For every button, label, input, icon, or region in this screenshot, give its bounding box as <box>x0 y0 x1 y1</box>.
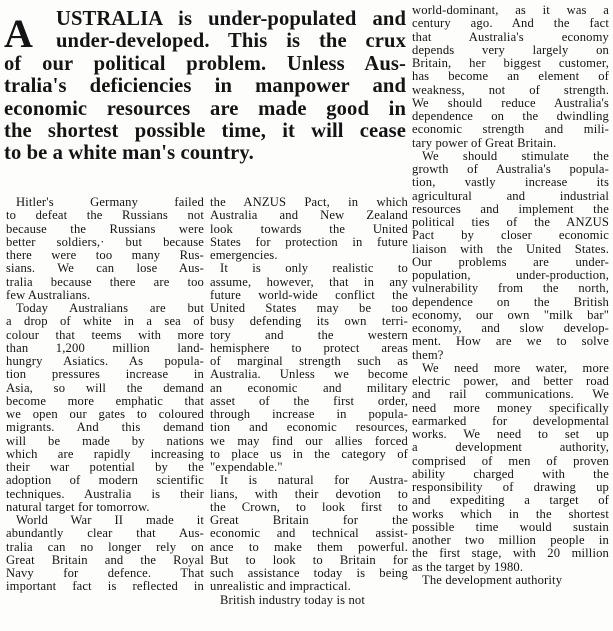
text-line: sians. We can lose Aus- <box>6 261 204 276</box>
text-line: ance to make them powerful. <box>210 539 408 554</box>
text-line: we may find our allies forced <box>210 433 408 448</box>
text-line: tralia because there are too <box>6 274 204 289</box>
column-right <box>412 4 609 587</box>
text-line: better soldiers,· but because <box>6 234 204 249</box>
text-line: It is natural for Austra- <box>220 473 408 488</box>
text-line: economy, our own "milk bar" <box>412 307 609 322</box>
text-line: Great Britain for the <box>210 513 408 527</box>
text-line: comprised of men of proven <box>412 453 609 468</box>
text-line: colour that teems with more <box>6 327 204 342</box>
text-line: than 1,200 million land- <box>6 340 204 355</box>
text-line: of marginal strength such as <box>210 354 408 368</box>
text-line: ability charged with the <box>412 466 609 481</box>
headline-line: USTRALIA is under-populated and <box>56 8 406 30</box>
text-line: We should reduce Australia's <box>412 95 609 110</box>
text-line: adoption of modern scientific <box>6 473 204 488</box>
text-line: a development authority, <box>412 440 609 455</box>
text-line: through increase in popula- <box>210 407 408 421</box>
text-line: Britain, her biggest customer, <box>412 56 609 70</box>
text-line: tralia can no longer rely on <box>6 539 204 554</box>
text-line: agricultural and industrial <box>412 188 609 203</box>
text-line: assume, however, that in any <box>210 274 408 289</box>
text-line: busy defending its own terri- <box>210 314 408 329</box>
text-line: We need more water, more <box>422 360 609 375</box>
text-line: growth of Australia's popula- <box>412 162 609 176</box>
text-line: lians, with their devotion to <box>210 486 408 501</box>
text-line: Hitler's Germany failed <box>16 195 204 209</box>
text-line: World War II made it <box>16 513 204 527</box>
text-line: hungry Asiatics. As popula- <box>6 354 204 368</box>
text-line: dependence on the dwindling <box>412 109 609 123</box>
text-line: look towards the United <box>210 221 408 236</box>
text-line: Our problems are under- <box>412 254 609 269</box>
text-line: economic and technical assist- <box>210 526 408 541</box>
text-line: to defeat the Russians not <box>6 208 204 223</box>
text-line: an economic and military <box>210 380 408 395</box>
text-line: British industry today is not <box>220 592 365 607</box>
text-line: depends very largely on <box>412 42 609 57</box>
headline-line: of our political problem. Unless Aus- <box>4 52 406 75</box>
text-line: economic strength and mili- <box>412 122 609 137</box>
text-line: tory and the western <box>210 327 408 342</box>
text-line: another two million people in <box>412 533 609 547</box>
text-line: The development authority <box>422 572 563 587</box>
text-line: the ANZUS Pact, in which <box>210 195 408 209</box>
text-line: emergencies. <box>210 248 278 262</box>
text-line: Great Britain and the Royal <box>6 552 204 567</box>
text-line: because the Russians were <box>6 221 204 236</box>
text-line: unrealistic and impractical. <box>210 579 351 594</box>
text-line: We should stimulate the <box>422 148 609 163</box>
text-line: become more emphatic that <box>6 393 204 408</box>
text-line: Australia and New Zealand <box>210 208 408 223</box>
text-line: dependence on the British <box>412 294 609 309</box>
text-line: we open our gates to coloured <box>6 407 204 421</box>
text-line: weakness, not of strength. <box>412 82 609 97</box>
text-line: will be made by nations <box>6 433 204 448</box>
text-line: It is only realistic to <box>220 261 408 276</box>
headline <box>4 8 406 165</box>
text-line: to place us in the category of <box>210 446 408 461</box>
text-line: tion pressures increase in <box>6 367 204 382</box>
text-line: world-dominant, as it was a <box>412 3 609 17</box>
column-left <box>6 196 204 594</box>
text-line: there were too many Rus- <box>6 248 204 262</box>
text-line: the Crown, to look first to <box>210 499 408 514</box>
text-line: natural target for tomorrow. <box>6 499 150 514</box>
text-line: vulnerability from the north, <box>412 281 609 296</box>
text-line: tion, vastly increase its <box>412 175 609 190</box>
text-line: and expediting a target of <box>412 493 609 508</box>
text-line: responsibility of drawing up <box>412 480 609 494</box>
text-line: works which in the shortest <box>412 506 609 521</box>
text-line: techniques. Australia is their <box>6 486 204 501</box>
headline-line: economic resources are made good in <box>4 97 406 120</box>
text-line: abundantly clear that Aus- <box>6 526 204 541</box>
text-line: population, under-production, <box>412 268 609 282</box>
headline-line: tralia's deficiencies in manpower and <box>4 75 406 98</box>
text-line: migrants. And this demand <box>6 420 204 435</box>
text-line: asset of the first order, <box>210 393 408 408</box>
text-line: electric power, and better road <box>412 374 609 388</box>
text-line: Asia, so will the demand <box>6 380 204 395</box>
column-middle <box>210 196 408 607</box>
text-line: earmarked for developmental <box>412 413 609 428</box>
text-line: and rail communications. We <box>412 387 609 402</box>
text-line: Today Australians are but <box>16 301 204 315</box>
text-line: States for protection in future <box>210 234 408 249</box>
text-line: liaison with the United States. <box>412 241 609 256</box>
text-line: tion and economic resources, <box>210 420 408 435</box>
text-line: which are rapidly increasing <box>6 446 204 461</box>
headline-line: to be a white man's country. <box>4 142 254 165</box>
text-line: the first stage, with 20 million <box>412 546 609 561</box>
text-line: resources and implement the <box>412 201 609 216</box>
text-line: But to look to Britain for <box>210 552 408 567</box>
text-line: that Australia's economy <box>412 29 609 44</box>
text-line: future world-wide conflict the <box>210 287 408 302</box>
text-line: Navy for defence. That <box>6 566 204 580</box>
text-line: political ties of the ANZUS <box>412 215 609 229</box>
text-line: "expendable." <box>210 460 283 474</box>
text-line: Pact by closer economic <box>412 228 609 243</box>
text-line: ment. How are we to solve <box>412 334 609 349</box>
text-line: possible time would sustain <box>412 519 609 534</box>
text-line: has become an element of <box>412 69 609 84</box>
text-line: as the target by 1980. <box>412 559 524 574</box>
drop-cap: A <box>4 11 33 56</box>
text-line: such assistance today is being <box>210 566 408 580</box>
headline-line: under-developed. This is the crux <box>56 30 406 53</box>
text-line: economy, and slow develop- <box>412 321 609 335</box>
text-line: United States may be too <box>210 301 408 315</box>
text-line: century ago. And the fact <box>412 16 609 31</box>
text-line: important fact is reflected in <box>6 579 204 594</box>
text-line: works. We need to set up <box>412 427 609 441</box>
text-line: hemisphere to protect areas <box>210 340 408 355</box>
text-line: Australia. Unless we become <box>210 367 408 382</box>
text-line: need more money specifically <box>412 400 609 415</box>
text-line: tary power of Great Britain. <box>412 135 557 150</box>
headline-line: the shortest possible time, it will cease <box>4 120 406 143</box>
text-line: their war potential by the <box>6 460 204 474</box>
text-line: them? <box>412 347 444 362</box>
text-line: few Australians. <box>6 287 91 302</box>
text-line: a drop of white in a sea of <box>6 314 204 329</box>
